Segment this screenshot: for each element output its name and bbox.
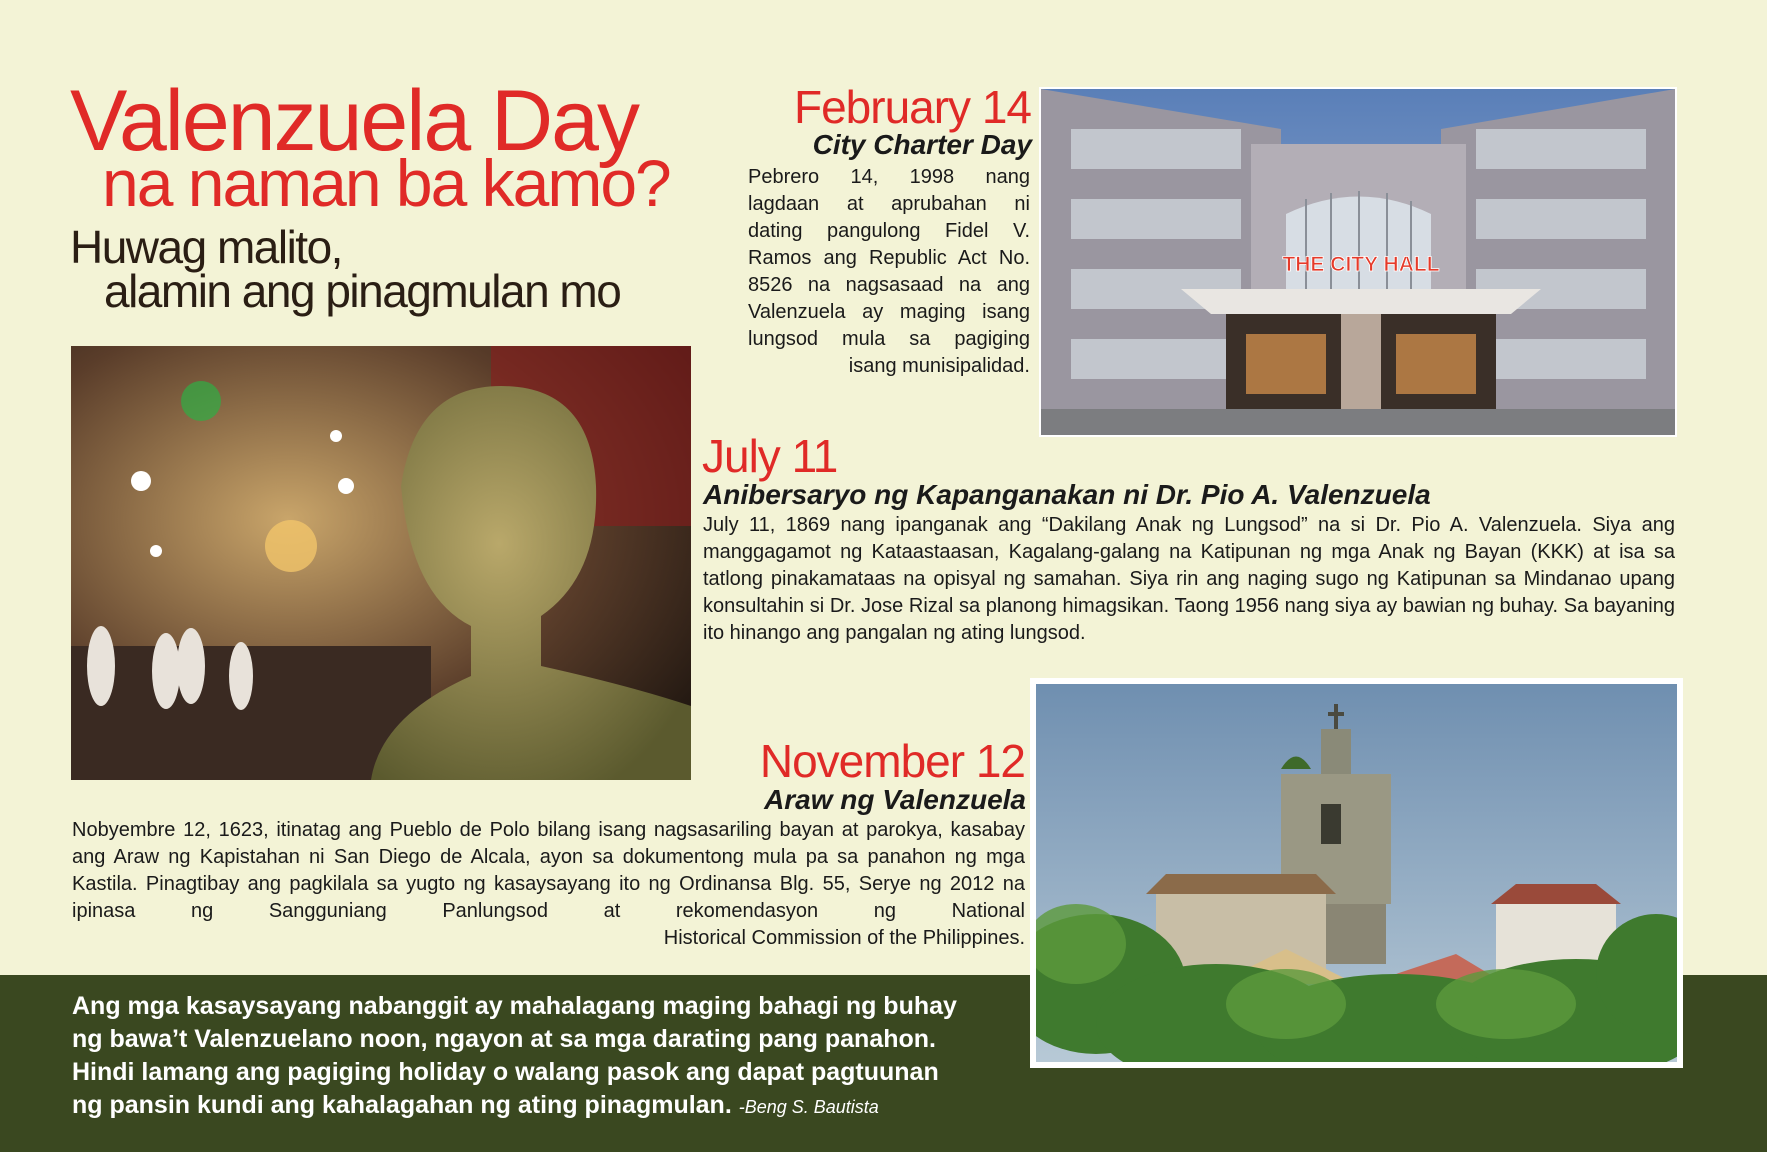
- feb-line: lagdaan at aprubahan ni: [748, 193, 1030, 215]
- feb-date: February 14: [793, 81, 1031, 133]
- city-hall-photo: [1039, 87, 1677, 437]
- feb-line: dating pangulong Fidel V.: [748, 220, 1030, 242]
- feb-line: isang munisipalidad.: [848, 355, 1030, 377]
- church-tower-illustration: [1036, 684, 1677, 1062]
- subtitle-line2: alamin ang pinagmulan mo: [104, 265, 621, 317]
- nov-paragraph-body: Nobyembre 12, 1623, itinatag ang Pueblo de Polo bilang isang nagsasariling bayan at parokya, kasabay ang Araw ng Kapistahan ni San Diego de Alcala, ayon sa dokumentong mula pa sa panahon ng mga Kastila. Pinagtibay ang pagkilala sa yugto ng kasaysayang ito ng Ordinansa Blg. 55, Serye ng 2012 na ipinasa ng Sangguniang Panlungsod at rekomendasyon ng National: [72, 819, 1025, 922]
- bust-photo: [71, 346, 691, 780]
- feb-paragraph: [748, 164, 1030, 380]
- main-title: Valenzuela Day: [70, 73, 638, 169]
- closing-text: Ang mga kasaysayang nabanggit ay mahalagang maging bahagi ng buhay ng bawa’t Valenzuelano noon, ngayon at sa mga darating pang panahon. Hindi lamang ang pagiging holiday o walang pasok ang dapat pagtuunan ng pansin kundi ang kahalagahan ng ating pinagmulan.: [72, 992, 957, 1119]
- city-hall-illustration: [1041, 89, 1675, 435]
- july-event-title: Anibersaryo ng Kapanganakan ni Dr. Pio A. Valenzuela: [703, 479, 1431, 510]
- feb-event-title: City Charter Day: [812, 129, 1032, 160]
- nov-event-title: Araw ng Valenzuela: [764, 784, 1026, 815]
- feb-line: 8526 na nagsasaad na ang: [748, 274, 1030, 296]
- nov-paragraph: [72, 817, 1025, 952]
- church-tower-photo: [1030, 678, 1683, 1068]
- city-hall-sign: THE CITY HALL: [1282, 253, 1440, 276]
- bust-illustration: [71, 346, 691, 780]
- nov-date: November 12: [759, 735, 1025, 787]
- feb-line: Pebrero 14, 1998 nang: [748, 166, 1030, 188]
- nov-paragraph-last-line: Historical Commission of the Philippines.: [663, 927, 1025, 949]
- feb-line: Ramos ang Republic Act No.: [748, 247, 1030, 269]
- closing-paragraph: [72, 990, 972, 1124]
- subtitle-line1: Huwag malito,: [70, 221, 342, 273]
- july-date: July 11: [702, 430, 838, 482]
- closing-author: -Beng S. Bautista: [738, 1097, 879, 1117]
- main-title-line2: na naman ba kamo?: [102, 146, 670, 220]
- feb-line: lungsod mula sa pagiging: [748, 328, 1030, 350]
- feb-line: Valenzuela ay maging isang: [748, 301, 1030, 323]
- july-paragraph: July 11, 1869 nang ipanganak ang “Dakilang Anak ng Lungsod” na si Dr. Pio A. Valenzuela. Siya ang manggagamot ng Kataastaasan, Kagalang-galang na Katipunan ng mga Anak ng Bayan (KKK) at isa sa tatlong pinakamataas na opisyal ng samahan. Siya rin ang naging sugo ng Katipunan sa Mindanao upang konsultahin si Dr. Jose Rizal sa planong himagsikan. Taong 1956 nang siya ay bawian ng buhay. Sa bayaning ito hinango ang pangalan ng ating lungsod.: [703, 514, 1675, 644]
